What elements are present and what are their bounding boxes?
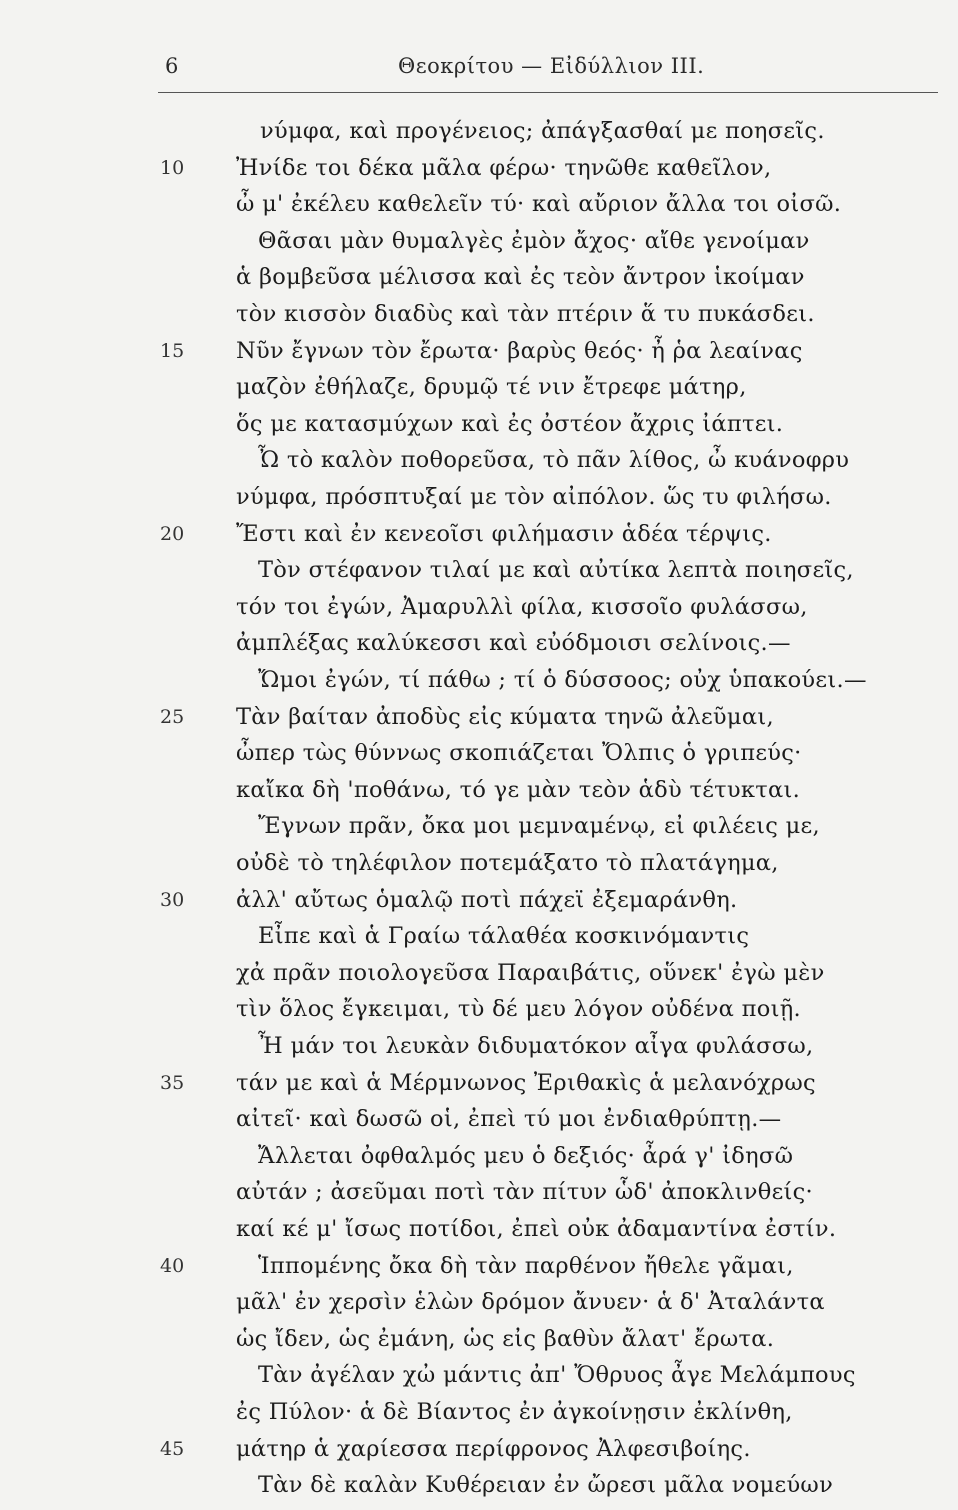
line-number: 40 [160, 1254, 185, 1277]
verse-text: Θᾶσαι μὰν θυμαλγὲς ἐμὸν ἄχος· αἴθε γενοίμαν [258, 227, 810, 254]
verse-line [0, 630, 958, 668]
verse-line [0, 228, 958, 266]
verse-text: Τὰν ἀγέλαν χὠ μάντις ἀπ' Ὄθρυος ἆγε Μελάμπους [258, 1362, 856, 1389]
verse-line [0, 264, 958, 302]
verse-text: μάτηρ ἁ χαρίεσσα περίφρονος Ἀλφεσιβοίης. [236, 1435, 751, 1462]
verse-text: Ἠνίδε τοι δέκα μᾶλα φέρω· τηνῶθε καθεῖλον, [236, 154, 772, 181]
running-title: Θεοκρίτου — Εἰδύλλιον ΙΙΙ. [398, 54, 705, 78]
verse-line [0, 191, 958, 229]
verse-line [0, 923, 958, 961]
verse-text: νύμφα, πρόσπτυξαί με τὸν αἰπόλον. ὥς τυ φιλήσω. [236, 484, 832, 510]
verse-text: ὡς ἴδεν, ὡς ἐμάνη, ὡς εἰς βαθὺν ἄλατ' ἔρωτα. [236, 1325, 775, 1352]
line-number: 45 [160, 1437, 185, 1460]
verse-text: οὐδὲ τὸ τηλέφιλον ποτεμάξατο τὸ πλατάγημα, [236, 850, 779, 876]
line-number: 20 [160, 522, 185, 545]
verse-line [0, 484, 958, 522]
verse-line [0, 594, 958, 632]
verse-line [0, 813, 958, 851]
verse-line [0, 1253, 958, 1291]
verse-line [0, 1106, 958, 1144]
verse-line [0, 301, 958, 339]
verse-text: Τὸν στέφανον τιλαί με καὶ αὐτίκα λεπτὰ ποιησεῖς, [258, 557, 854, 584]
verse-line [0, 887, 958, 925]
verse-text: ἀμπλέξας καλύκεσσι καὶ εὐόδμοισι σελίνοις.— [236, 630, 791, 657]
verse-text: Ὦ τὸ καλὸν ποθορεῦσα, τὸ πᾶν λίθος, ὦ κυάνοφρυ [258, 447, 850, 474]
verse-text: ὦπερ τὼς θύννως σκοπιάζεται Ὄλπις ὁ γριπεύς· [236, 740, 802, 767]
line-number: 10 [160, 156, 185, 179]
verse-text: Νῦν ἔγνων τὸν ἔρωτα· βαρὺς θεός· ἦ ῥα λεαίνας [236, 337, 803, 364]
verse-line [0, 118, 958, 156]
verse-text: καἴκα δὴ 'ποθάνω, τό γε μὰν τεὸν ἁδὺ τέτυκται. [236, 776, 801, 803]
verse-line [0, 338, 958, 376]
verse-text: ἀλλ' αὔτως ὁμαλῷ ποτὶ πάχεϊ ἐξεμαράνθη. [236, 886, 738, 913]
verse-line [0, 521, 958, 559]
verse-line [0, 704, 958, 742]
verse-text: Εἶπε καὶ ἁ Γραίω τάλαθέα κοσκινόμαντις [258, 923, 750, 950]
verse-line [0, 155, 958, 193]
verse-text: χἀ πρᾶν ποιολογεῦσα Παραιβάτις, οὕνεκ' ἐγὼ μὲν [236, 959, 825, 986]
verse-line [0, 1436, 958, 1474]
verse-text: αὐτάν ; ἀσεῦμαι ποτὶ τὰν πίτυν ὧδ' ἀποκλινθείς· [236, 1179, 814, 1206]
verse-line [0, 447, 958, 485]
verse-line [0, 1326, 958, 1364]
header-rule [158, 92, 938, 93]
verse-text: αἰτεῖ· καὶ δωσῶ οἱ, ἐπεὶ τύ μοι ἐνδιαθρύπτῃ.— [236, 1106, 782, 1133]
verse-line [0, 1289, 958, 1327]
page-header [0, 0, 958, 96]
verse-text: τόν τοι ἐγών, Ἀμαρυλλὶ φίλα, κισσοῖο φυλάσσω, [236, 593, 808, 620]
verse-text: Ὤμοι ἐγών, τί πάθω ; τί ὁ δύσσοος; οὐχ ὑπακούει.— [258, 667, 867, 693]
verse-line [0, 740, 958, 778]
verse-text: ὦ μ' ἐκέλευ καθελεῖν τύ· καὶ αὔριον ἄλλα τοι οἰσῶ. [236, 191, 842, 218]
verse-text: Ἦ μάν τοι λευκὰν διδυματόκον αἶγα φυλάσσω, [258, 1033, 814, 1059]
verse-text: Ἔστι καὶ ἐν κενεοῖσι φιλήμασιν ἁδέα τέρψις. [236, 520, 772, 547]
verse-line [0, 667, 958, 705]
verse-text: καί κέ μ' ἴσως ποτίδοι, ἐπεὶ οὐκ ἀδαμαντίνα ἐστίν. [236, 1216, 837, 1242]
verse-text: τὶν ὅλος ἔγκειμαι, τὺ δέ μευ λόγον οὐδένα ποιῇ. [236, 996, 801, 1023]
verse-text: νύμφα, καὶ προγένειος; ἀπάγξασθαί με ποησεῖς. [260, 118, 825, 144]
verse-text: ἁ βομβεῦσα μέλισσα καὶ ἐς τεὸν ἄντρον ἱκοίμαν [236, 264, 805, 291]
verse-line [0, 1070, 958, 1108]
verse-text: τὸν κισσὸν διαδὺς καὶ τὰν πτέριν ἅ τυ πυκάσδει. [236, 301, 815, 327]
verse-line [0, 1399, 958, 1437]
verse-text: μᾶλ' ἐν χερσὶν ἑλὼν δρόμον ἄνυεν· ἁ δ' Ἀταλάντα [236, 1289, 825, 1316]
verse-text: Τὰν βαίταν ἀποδὺς εἰς κύματα τηνῶ ἀλεῦμαι, [236, 703, 774, 730]
verse-text: ὅς με κατασμύχων καὶ ἐς ὀστέον ἄχρις ἰάπτει. [236, 410, 784, 437]
verse-text: Τὰν δὲ καλὰν Κυθέρειαν ἐν ὤρεσι μᾶλα νομεύων [258, 1472, 834, 1499]
verse-line [0, 850, 958, 888]
verse-line [0, 374, 958, 412]
line-number: 15 [160, 339, 185, 362]
line-number: 25 [160, 705, 185, 728]
verse-line [0, 411, 958, 449]
verse-line [0, 996, 958, 1034]
page-number: 6 [165, 54, 179, 78]
verse-line [0, 960, 958, 998]
verse-text: Ἱππομένης ὄκα δὴ τὰν παρθένον ἤθελε γᾶμαι, [258, 1252, 794, 1279]
line-number: 35 [160, 1071, 185, 1094]
verse-line [0, 1033, 958, 1071]
verse-line [0, 777, 958, 815]
verse-text: Ἔγνων πρᾶν, ὄκα μοι μεμναμένῳ, εἰ φιλέεις με, [258, 813, 820, 840]
verse-text: Ἄλλεται ὀφθαλμός μευ ὁ δεξιός· ἆρά γ' ἰδησῶ [258, 1142, 794, 1169]
line-number: 30 [160, 888, 185, 911]
verse-line [0, 557, 958, 595]
verse-text: τάν με καὶ ἁ Μέρμνωνος Ἐριθακὶς ἁ μελανόχρως [236, 1069, 816, 1096]
verse-line [0, 1472, 958, 1510]
verse-line [0, 1143, 958, 1181]
verse-line [0, 1216, 958, 1254]
verse-line [0, 1179, 958, 1217]
verse-line [0, 1362, 958, 1400]
verse-text: μαζὸν ἐθήλαζε, δρυμῷ τέ νιν ἔτρεφε μάτηρ, [236, 374, 747, 401]
verse-text: ἐς Πύλον· ἁ δὲ Βίαντος ἐν ἀγκοίνῃσιν ἐκλίνθη, [236, 1399, 793, 1425]
